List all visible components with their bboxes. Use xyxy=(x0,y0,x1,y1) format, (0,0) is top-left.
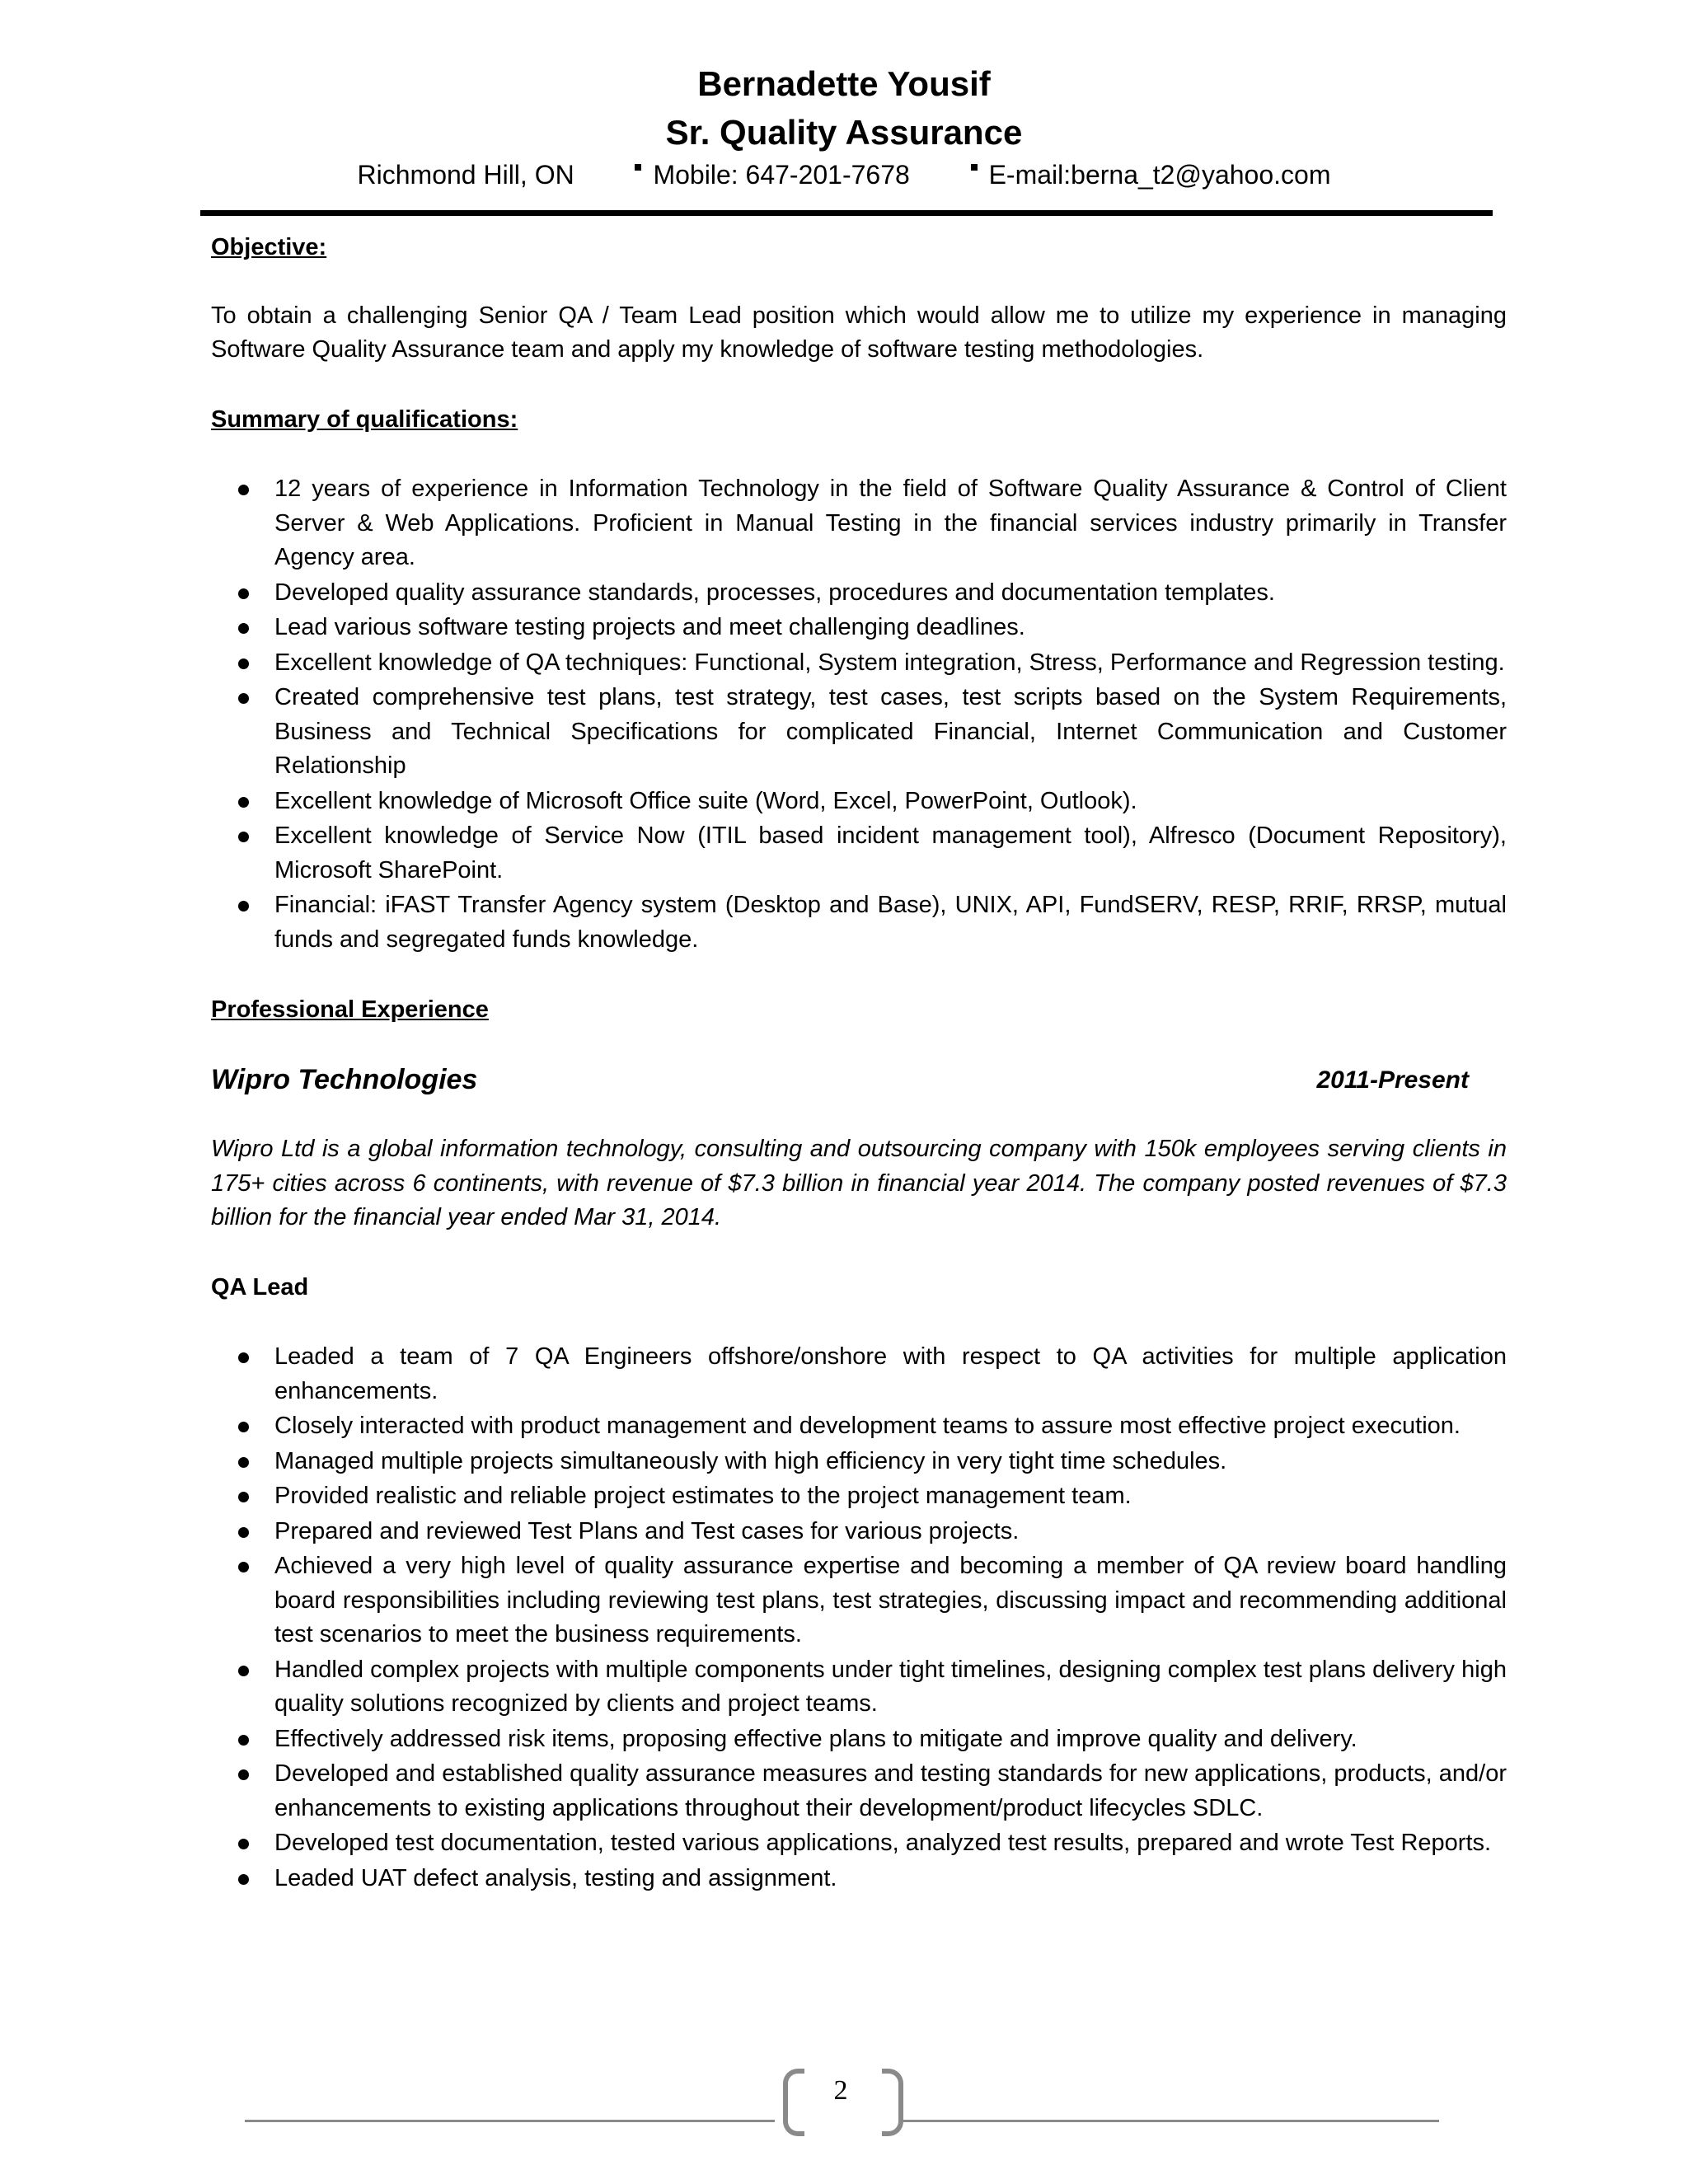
list-item: Leaded a team of 7 QA Engineers offshore/onshore with respect to QA activities for multiple application enhancements. xyxy=(274,1340,1507,1408)
summary-list xyxy=(211,472,1507,957)
list-item: Closely interacted with product management and development teams to assure most effective project execution. xyxy=(274,1409,1507,1444)
right-bracket-icon xyxy=(882,2069,903,2136)
candidate-title: Sr. Quality Assurance xyxy=(665,113,1023,152)
resume-body xyxy=(211,231,1507,1896)
list-item: 12 years of experience in Information Technology in the field of Software Quality Assurance & Control of Client Server & Web Applications. Proficient in Manual Testing in the financial services industry primarily in Transfer Agency area. xyxy=(274,472,1507,575)
list-item: Financial: iFAST Transfer Agency system (Desktop and Base), UNIX, API, FundSERV, RESP, RRIF, RRSP, mutual funds and segregated funds knowledge. xyxy=(274,888,1507,957)
email-text: E-mail:berna_t2@yahoo.com xyxy=(988,160,1331,190)
left-bracket-icon xyxy=(783,2069,804,2136)
objective-text: To obtain a challenging Senior QA / Team Lead position which would allow me to utilize my experience in managing Software Quality Assurance team and apply my knowledge of software testing methodologies. xyxy=(211,302,1507,363)
employment-dates: 2011-Present xyxy=(1316,1066,1469,1094)
summary-heading: Summary of qualifications: xyxy=(211,405,518,433)
footer-line-left xyxy=(245,2120,775,2122)
list-item: Handled complex projects with multiple components under tight timelines, designing complex test plans delivery high quality solutions recognized by clients and project teams. xyxy=(274,1653,1507,1722)
mobile-text: Mobile: 647-201-7678 xyxy=(653,160,910,190)
list-item: Provided realistic and reliable project estimates to the project management team. xyxy=(274,1479,1507,1514)
list-item: Managed multiple projects simultaneously with high efficiency in very tight time schedules. xyxy=(274,1445,1507,1479)
contact-line xyxy=(0,157,1688,193)
list-item: Excellent knowledge of QA techniques: Functional, System integration, Stress, Performance and Regression testing. xyxy=(274,646,1507,681)
footer-line-right xyxy=(903,2120,1439,2122)
header-divider xyxy=(200,210,1493,216)
job-role: QA Lead xyxy=(211,1273,309,1301)
page-number: 2 xyxy=(833,2075,848,2106)
company-description: Wipro Ltd is a global information technology, consulting and outsourcing company with 150k employees serving clients in 175+ cities across 6 continents, with revenue of $7.3 billion in financial year 2014. The company posted revenues of $7.3 billion for the financial year ended Mar 31, 2014. xyxy=(211,1136,1507,1230)
bullet-separator-icon xyxy=(971,164,978,171)
list-item: Developed and established quality assurance measures and testing standards for new applications, products, and/or enhancements to existing applications throughout their development/product lifecycles SDLC. xyxy=(274,1757,1507,1825)
location-text: Richmond Hill, ON xyxy=(357,160,574,190)
experience-heading: Professional Experience xyxy=(211,996,489,1023)
objective-heading: Objective: xyxy=(211,234,327,260)
list-item: Excellent knowledge of Service Now (ITIL based incident management tool), Alfresco (Document Repository), Microsoft SharePoint. xyxy=(274,819,1507,888)
list-item: Leaded UAT defect analysis, testing and assignment. xyxy=(274,1862,1507,1896)
list-item: Developed quality assurance standards, processes, procedures and documentation templates. xyxy=(274,576,1507,611)
list-item: Prepared and reviewed Test Plans and Test cases for various projects. xyxy=(274,1515,1507,1549)
list-item: Effectively addressed risk items, proposing effective plans to mitigate and improve quality and delivery. xyxy=(274,1722,1507,1757)
list-item: Excellent knowledge of Microsoft Office suite (Word, Excel, PowerPoint, Outlook). xyxy=(274,785,1507,819)
responsibilities-list xyxy=(211,1340,1507,1896)
company-name: Wipro Technologies xyxy=(211,1063,478,1095)
bullet-separator-icon xyxy=(635,164,641,171)
list-item: Developed test documentation, tested various applications, analyzed test results, prepared and wrote Test Reports. xyxy=(274,1826,1507,1861)
candidate-name: Bernadette Yousif xyxy=(697,64,991,103)
list-item: Created comprehensive test plans, test strategy, test cases, test scripts based on the System Requirements, Business and Technical Specifications for complicated Financial, Internet Communication and Customer Relationship xyxy=(274,681,1507,784)
list-item: Achieved a very high level of quality assurance expertise and becoming a member of QA review board handling board responsibilities including reviewing test plans, test strategies, discussing impact and recommending additional test scenarios to meet the business requirements. xyxy=(274,1549,1507,1652)
list-item: Lead various software testing projects and meet challenging deadlines. xyxy=(274,611,1507,645)
company-row xyxy=(211,1063,1507,1098)
